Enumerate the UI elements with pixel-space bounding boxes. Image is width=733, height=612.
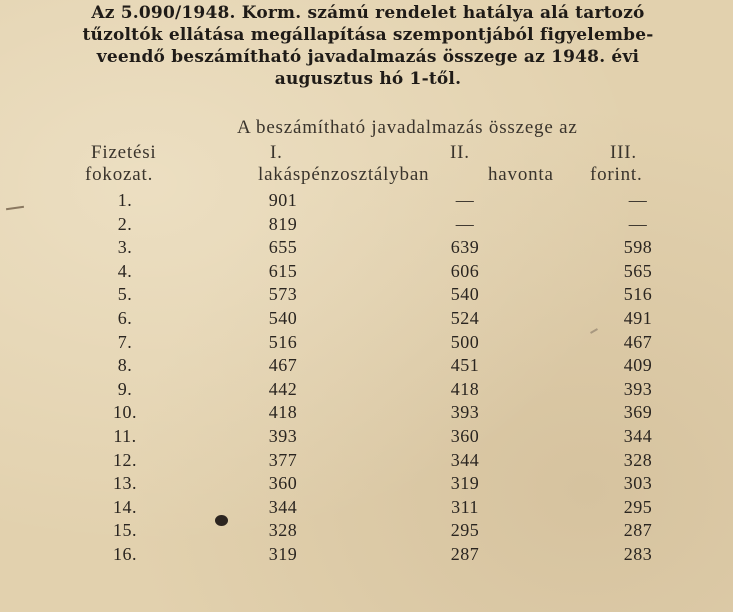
row-grade: 8.: [117, 355, 133, 375]
row-class-1-value: 328: [268, 520, 298, 540]
row-class-1-value: 819: [268, 214, 298, 234]
row-class-1-value: 344: [268, 497, 298, 517]
row-class-3-value: 344: [623, 426, 653, 446]
row-grade: 6.: [117, 308, 133, 328]
row-grade: 2.: [117, 214, 133, 234]
row-class-1-value: 573: [268, 284, 298, 304]
row-class-2-value: 418: [450, 379, 480, 399]
row-grade: 9.: [117, 379, 133, 399]
row-class-1-value: 655: [268, 237, 298, 257]
row-grade: 16.: [113, 544, 137, 564]
row-grade: 10.: [113, 402, 137, 422]
monthly-label: havonta: [488, 164, 554, 185]
row-class-2-value: 606: [450, 261, 480, 281]
row-grade: 15.: [113, 520, 137, 540]
row-grade: 4.: [117, 261, 133, 281]
class-1-heading: I.: [270, 142, 283, 163]
row-grade: 11.: [113, 426, 137, 446]
row-class-3-value: 295: [623, 497, 653, 517]
document-title: [18, 2, 718, 90]
row-class-1-value: 418: [268, 402, 298, 422]
grade-heading-line-2: fokozat.: [85, 164, 154, 185]
row-class-1-value: 442: [268, 379, 298, 399]
housing-class-label: lakáspénzosztályban: [258, 164, 430, 185]
row-grade: 14.: [113, 497, 137, 517]
class-3-heading: III.: [610, 142, 637, 163]
row-class-2-value: 451: [450, 355, 480, 375]
row-class-3-value: 303: [623, 473, 653, 493]
row-grade: 1.: [117, 190, 133, 210]
row-class-2-value: —: [455, 190, 475, 210]
ink-blot: [215, 515, 228, 526]
title-line-3: veendő beszámítható javadalmazás összege az 1948. évi: [96, 47, 640, 67]
row-class-2-value: 360: [450, 426, 480, 446]
row-class-2-value: 295: [450, 520, 480, 540]
title-line-1: Az 5.090/1948. Korm. számú rendelet hatálya alá tartozó: [91, 3, 645, 23]
row-class-1-value: 615: [268, 261, 298, 281]
row-class-1-value: 516: [268, 332, 298, 352]
row-class-1-value: 319: [268, 544, 298, 564]
row-class-1-value: 393: [268, 426, 298, 446]
row-class-1-value: 377: [268, 450, 298, 470]
row-class-3-value: 393: [623, 379, 653, 399]
row-class-3-value: 283: [623, 544, 653, 564]
row-class-2-value: 524: [450, 308, 480, 328]
row-class-3-value: 516: [623, 284, 653, 304]
row-class-2-value: 500: [450, 332, 480, 352]
row-class-3-value: 491: [623, 308, 653, 328]
row-class-3-value: —: [628, 190, 648, 210]
row-class-1-value: 901: [268, 190, 298, 210]
row-class-3-value: 409: [623, 355, 653, 375]
row-class-2-value: —: [455, 214, 475, 234]
row-class-3-value: 467: [623, 332, 653, 352]
row-class-3-value: 287: [623, 520, 653, 540]
row-class-3-value: 369: [623, 402, 653, 422]
row-grade: 13.: [113, 473, 137, 493]
row-class-1-value: 467: [268, 355, 298, 375]
currency-label: forint.: [590, 164, 643, 185]
row-class-3-value: 598: [623, 237, 653, 257]
row-class-3-value: 565: [623, 261, 653, 281]
row-grade: 3.: [117, 237, 133, 257]
row-class-3-value: —: [628, 214, 648, 234]
row-class-2-value: 319: [450, 473, 480, 493]
row-class-2-value: 287: [450, 544, 480, 564]
class-2-heading: II.: [450, 142, 470, 163]
row-class-2-value: 639: [450, 237, 480, 257]
row-class-2-value: 540: [450, 284, 480, 304]
title-line-2: tűzoltók ellátása megállapítása szempontjából figyelembe-: [82, 25, 654, 45]
row-class-2-value: 393: [450, 402, 480, 422]
row-class-2-value: 311: [451, 497, 479, 517]
row-grade: 12.: [113, 450, 137, 470]
row-class-1-value: 540: [268, 308, 298, 328]
title-line-4: augusztus hó 1-től.: [274, 69, 462, 89]
column-group-heading: A beszámítható javadalmazás összege az: [237, 117, 578, 138]
row-grade: 7.: [117, 332, 133, 352]
row-class-3-value: 328: [623, 450, 653, 470]
row-class-1-value: 360: [268, 473, 298, 493]
grade-heading-line-1: Fizetési: [91, 142, 157, 163]
row-class-2-value: 344: [450, 450, 480, 470]
row-grade: 5.: [117, 284, 133, 304]
